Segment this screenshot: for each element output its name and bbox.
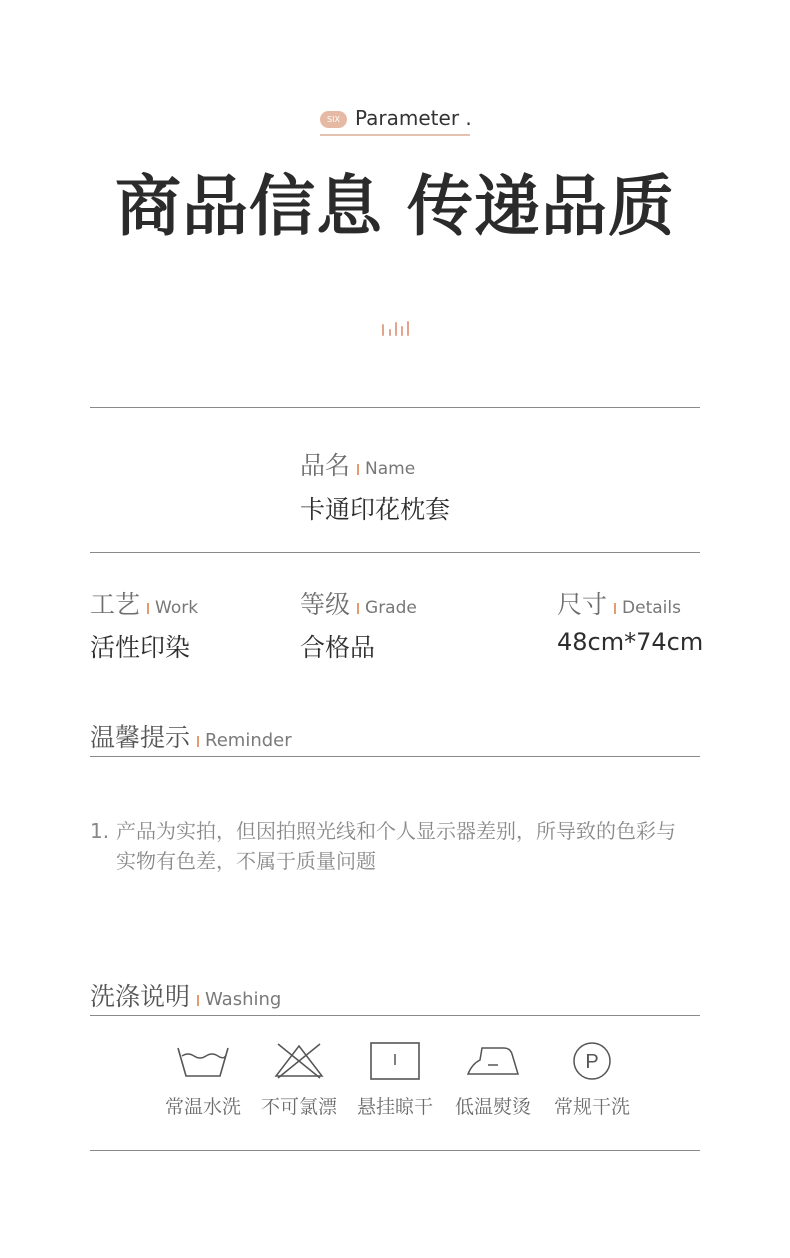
- line-dry-icon: [368, 1040, 422, 1080]
- reminder-title-cn: 温馨提示: [90, 723, 191, 752]
- name-label: [300, 446, 415, 482]
- reminder-number: 1.: [90, 819, 110, 843]
- details-value: 48cm*74cm: [557, 628, 704, 656]
- details-label-cn: 尺寸: [557, 590, 608, 619]
- badge-underline: [320, 134, 470, 136]
- svg-text:P: P: [585, 1051, 599, 1073]
- divider: [90, 407, 700, 408]
- divider: [90, 1015, 700, 1016]
- wash-item-label: 常规干洗: [553, 1096, 630, 1118]
- name-label-en: Name: [365, 459, 416, 479]
- washing-title-en: Washing: [205, 989, 282, 1010]
- badge-circle: SIX: [320, 111, 347, 128]
- name-value: 卡通印花枕套: [300, 495, 451, 524]
- divider: [90, 552, 700, 553]
- bars-decoration-icon: [381, 318, 411, 336]
- wash-item-label: 低温熨烫: [454, 1096, 531, 1118]
- reminder-heading: [90, 718, 292, 754]
- work-label-cn: 工艺: [90, 590, 141, 619]
- grade-label: [300, 585, 417, 621]
- wash-item-line-dry: [350, 1040, 440, 1119]
- name-label-cn: 品名: [300, 451, 351, 480]
- divider: [90, 1150, 700, 1151]
- wash-item-label: 常温水洗: [164, 1096, 241, 1118]
- washing-heading: [90, 977, 281, 1013]
- wash-item-label: 不可氯漂: [260, 1096, 337, 1118]
- washing-title-cn: 洗涤说明: [90, 982, 191, 1011]
- work-value: 活性印染: [90, 633, 191, 662]
- work-label: [90, 585, 198, 621]
- grade-label-en: Grade: [365, 598, 417, 618]
- wash-tub-icon: [176, 1040, 230, 1080]
- grade-value: 合格品: [300, 633, 376, 662]
- wash-item-dry-clean: [547, 1040, 637, 1119]
- reminder-text-block: [90, 816, 690, 876]
- divider: [90, 756, 700, 757]
- reminder-text: 产品为实拍，但因拍照光线和个人显示器差别，所导致的色彩与实物有色差，不属于质量问题: [116, 819, 676, 873]
- page-title: 商品信息 传递品质: [115, 168, 675, 245]
- no-bleach-icon: [272, 1040, 326, 1080]
- wash-item-label: 悬挂晾干: [356, 1096, 433, 1118]
- reminder-title-en: Reminder: [205, 730, 292, 751]
- parameter-badge: [320, 106, 470, 136]
- wash-item-low-iron: [448, 1040, 538, 1119]
- dry-clean-p-icon: [565, 1040, 619, 1080]
- details-label: [557, 585, 681, 621]
- wash-item-no-bleach: [254, 1040, 344, 1119]
- wash-item-normal: [158, 1040, 248, 1119]
- low-iron-icon: [466, 1040, 520, 1080]
- work-label-en: Work: [155, 598, 199, 618]
- grade-label-cn: 等级: [300, 590, 351, 619]
- parameter-subtitle: Parameter .: [355, 106, 472, 130]
- details-label-en: Details: [622, 598, 681, 618]
